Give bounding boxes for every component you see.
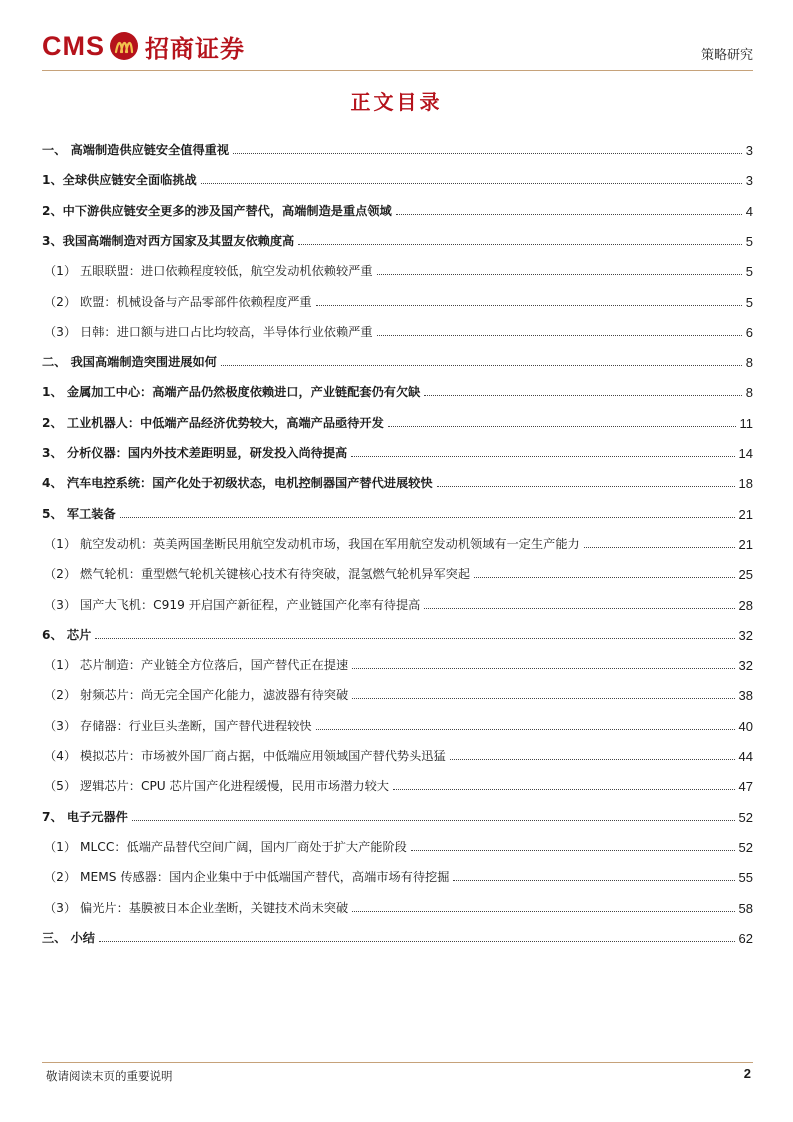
- toc-entry-label: 二、 我国高端制造突围进展如何: [42, 355, 217, 370]
- toc-entry[interactable]: [42, 916, 753, 946]
- toc-entry-label: （4） 模拟芯片：市场被外国厂商占据，中低端应用领域国产替代势头迅猛: [44, 749, 446, 763]
- toc-entry-page: 6: [745, 324, 753, 340]
- toc-entry-page: 38: [738, 688, 753, 704]
- toc-leader-dots: [393, 789, 735, 790]
- toc-entry[interactable]: [42, 340, 753, 370]
- toc-entry[interactable]: [42, 643, 753, 673]
- toc-entry-page: 58: [738, 900, 753, 916]
- toc-entry-page: 32: [738, 627, 753, 643]
- toc-entry[interactable]: [42, 461, 753, 491]
- toc-entry[interactable]: [42, 128, 753, 158]
- toc-leader-dots: [132, 820, 735, 821]
- toc-entry-label: （2） 欧盟：机械设备与产品零部件依赖程度严重: [44, 294, 312, 309]
- toc-leader-dots: [396, 214, 742, 215]
- toc-entry-page: 40: [738, 718, 753, 734]
- toc-leader-dots: [316, 729, 735, 730]
- toc-leader-dots: [450, 759, 735, 760]
- footer-disclaimer: 敬请阅读末页的重要说明: [46, 1069, 173, 1083]
- toc-entry[interactable]: [42, 552, 753, 582]
- toc-entry[interactable]: [42, 370, 753, 400]
- toc-entry[interactable]: [42, 825, 753, 855]
- page-header: [42, 26, 753, 70]
- toc-leader-dots: [424, 395, 741, 396]
- toc-leader-dots: [453, 880, 734, 881]
- toc-entry[interactable]: [42, 886, 753, 916]
- toc-entry-label: （3） 日韩：进口额与进口占比均较高，半导体行业依赖严重: [44, 324, 373, 339]
- toc-entry-label: 2、 工业机器人：中低端产品经济优势较大，高端产品亟待开发: [42, 415, 384, 430]
- document-type: 策略研究: [700, 48, 753, 63]
- toc-leader-dots: [388, 426, 736, 427]
- toc-entry[interactable]: [42, 583, 753, 613]
- logo-emblem-icon: [109, 31, 139, 61]
- toc-entry-label: 5、 军工装备: [42, 506, 116, 521]
- toc-entry-label: 1、全球供应链安全面临挑战: [42, 173, 197, 188]
- toc-entry[interactable]: [42, 280, 753, 310]
- toc-entry-page: 62: [738, 930, 753, 946]
- toc-entry[interactable]: [42, 158, 753, 188]
- toc-entry[interactable]: [42, 310, 753, 340]
- toc-entry-page: 32: [738, 658, 753, 674]
- toc-entry-page: 4: [745, 203, 753, 219]
- toc-leader-dots: [377, 274, 742, 275]
- company-logo: [42, 26, 245, 66]
- toc-entry-label: 三、 小结: [42, 930, 95, 945]
- toc-leader-dots: [424, 608, 734, 609]
- toc-entry-page: 21: [738, 506, 753, 522]
- toc-entry-page: 25: [738, 567, 753, 583]
- toc-entry[interactable]: [42, 673, 753, 703]
- toc-leader-dots: [316, 305, 742, 306]
- toc-entry-label: （2） 射频芯片：尚无完全国产化能力，滤波器有待突破: [44, 688, 349, 703]
- toc-entry-label: 1、 金属加工中心：高端产品仍然极度依赖进口，产业链配套仍有欠缺: [42, 385, 421, 400]
- toc-entry-label: 4、 汽车电控系统：国产化处于初级状态，电机控制器国产替代进展较快: [42, 476, 433, 491]
- toc-entry-page: 52: [738, 839, 753, 855]
- toc-entry-label: 7、 电子元器件: [42, 809, 128, 824]
- toc-entry-label: （3） 存储器：行业巨头垄断，国产替代进程较快: [44, 718, 312, 733]
- toc-entry[interactable]: [42, 855, 753, 885]
- toc-entry[interactable]: [42, 704, 753, 734]
- toc-entry-page: 3: [745, 173, 753, 189]
- toc-entry-page: 5: [745, 264, 753, 280]
- page-number: 2: [743, 1066, 751, 1081]
- toc-entry[interactable]: [42, 613, 753, 643]
- toc-entry[interactable]: [42, 734, 753, 764]
- toc-leader-dots: [221, 365, 742, 366]
- toc-entry-page: 47: [738, 779, 753, 795]
- toc-entry-label: 2、中下游供应链安全更多的涉及国产替代，高端制造是重点领域: [42, 203, 392, 218]
- toc-leader-dots: [411, 850, 735, 851]
- toc-entry-page: 11: [739, 415, 753, 431]
- logo-chinese-name: 招商证券: [145, 33, 245, 63]
- toc-entry[interactable]: [42, 249, 753, 279]
- toc-entry[interactable]: [42, 401, 753, 431]
- toc-leader-dots: [351, 456, 734, 457]
- toc-entry-label: （1） 航空发动机：英美两国垄断民用航空发动机市场，我国在军用航空发动机领域有一定生产能力: [44, 536, 580, 551]
- toc-entry[interactable]: [42, 795, 753, 825]
- footer-divider: [42, 1062, 753, 1063]
- toc-entry[interactable]: [42, 189, 753, 219]
- toc-leader-dots: [437, 486, 735, 487]
- toc-entry-page: 52: [738, 809, 753, 825]
- toc-entry-page: 55: [738, 870, 753, 886]
- toc-leader-dots: [377, 335, 742, 336]
- toc-leader-dots: [99, 941, 735, 942]
- toc-leader-dots: [298, 244, 742, 245]
- toc-entry-page: 21: [738, 536, 753, 552]
- toc-entry-label: （1） MLCC：低端产品替代空间广阔，国内厂商处于扩大产能阶段: [44, 839, 407, 854]
- toc-entry-label: 3、我国高端制造对西方国家及其盟友依赖度高: [42, 233, 295, 248]
- toc-entry-page: 8: [745, 355, 753, 371]
- toc-entry-page: 8: [745, 385, 753, 401]
- toc-entry-label: 6、 芯片: [42, 627, 92, 642]
- toc-entry-label: （3） 偏光片：基膜被日本企业垄断，关键技术尚未突破: [44, 900, 349, 915]
- toc-entry-label: 一、 高端制造供应链安全值得重视: [42, 143, 230, 157]
- toc-entry-page: 14: [738, 446, 753, 461]
- toc-leader-dots: [201, 183, 742, 184]
- logo-text: CMS: [42, 30, 105, 61]
- toc-entry-page: 3: [745, 143, 753, 158]
- toc-leader-dots: [233, 153, 742, 154]
- toc-leader-dots: [95, 638, 734, 639]
- toc-entry-page: 44: [738, 749, 753, 764]
- toc-entry[interactable]: [42, 522, 753, 552]
- toc-entry[interactable]: [42, 764, 753, 794]
- toc-entry[interactable]: [42, 219, 753, 249]
- toc-leader-dots: [584, 547, 735, 548]
- toc-entry-label: （2） 燃气轮机：重型燃气轮机关键核心技术有待突破，混氢燃气轮机异军突起: [44, 567, 471, 582]
- toc-title: 正文目录: [350, 90, 443, 114]
- toc-entry-label: （5） 逻辑芯片：CPU 芯片国产化进程缓慢，民用市场潜力较大: [44, 779, 389, 794]
- toc-entry-page: 5: [745, 233, 753, 249]
- toc-entry-label: （1） 芯片制造：产业链全方位落后，国产替代正在提速: [44, 658, 349, 673]
- toc-leader-dots: [120, 517, 735, 518]
- header-divider: [42, 70, 753, 71]
- toc-entry-label: （1） 五眼联盟：进口依赖程度较低，航空发动机依赖较严重: [44, 264, 373, 279]
- toc-entry-page: 28: [738, 597, 753, 613]
- toc-entry[interactable]: [42, 431, 753, 461]
- toc-entry-page: 18: [738, 476, 753, 492]
- toc-entry-label: （2） MEMS 传感器：国内企业集中于中低端国产替代，高端市场有待挖掘: [44, 870, 450, 885]
- toc-leader-dots: [474, 577, 735, 578]
- toc-entry-label: （3） 国产大飞机：C919 开启国产新征程，产业链国产化率有待提高: [44, 597, 421, 612]
- toc-leader-dots: [352, 698, 734, 699]
- toc-entry-page: 5: [745, 294, 753, 310]
- toc-entry-label: 3、 分析仪器：国内外技术差距明显，研发投入尚待提高: [42, 446, 348, 460]
- toc-entry[interactable]: [42, 492, 753, 522]
- toc-leader-dots: [352, 911, 734, 912]
- toc-leader-dots: [352, 668, 734, 669]
